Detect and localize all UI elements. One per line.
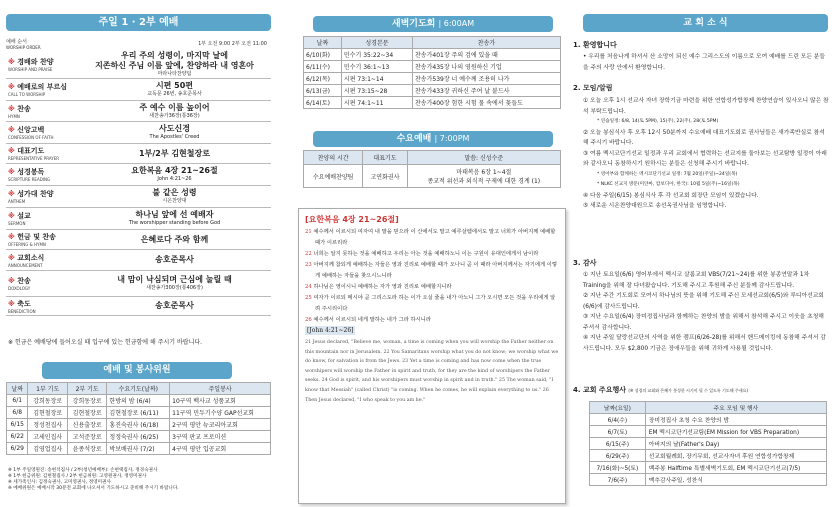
note-line: ※ 1부 헌금위원: 김현철집사 / 2부 헌금위원: 고영원권사, 정영미권사 bbox=[8, 474, 147, 479]
table-header: 찬송가 bbox=[413, 37, 561, 49]
table-header: 날짜 bbox=[304, 37, 342, 49]
table-cell: 강희동장로 bbox=[28, 395, 67, 407]
order-content bbox=[78, 255, 271, 265]
table-cell: 찬송가400장 험한 시험 물 속에서 꽃들도 bbox=[413, 97, 561, 109]
order-sub: 마라나타찬양팀 bbox=[157, 71, 192, 77]
section-events bbox=[573, 385, 748, 395]
table-cell: 고세인집사 bbox=[28, 431, 67, 443]
table-row bbox=[590, 462, 827, 474]
table-cell: 민수기 35:22~34 bbox=[341, 49, 412, 61]
table-row bbox=[304, 73, 561, 85]
order-main-line: 요한복음 4장 21~26절 bbox=[131, 166, 218, 175]
cell-line: 마태복음 6장 1~4절 bbox=[456, 169, 512, 176]
order-label-en: BENEDICTION bbox=[8, 308, 36, 314]
table-cell: 김영업집사 bbox=[28, 443, 67, 455]
order-label: ※ 교회소식 ANNOUNCEMENT bbox=[6, 253, 78, 268]
verse bbox=[305, 282, 559, 293]
service-times: 1부 오전 9:00 2부 오전 11:00 bbox=[198, 41, 267, 47]
order-mark: ※ bbox=[8, 83, 18, 91]
order-main-line: 불 같은 성령 bbox=[152, 188, 197, 197]
events-heading: 4. 교회 주요행사 bbox=[573, 386, 626, 394]
table-cell: 맥추감사주일, 성찬식 bbox=[645, 474, 826, 486]
table-cell: 6/13(금) bbox=[304, 85, 342, 97]
offering-note: ※ 헌금은 예배당에 들어오실 때 입구에 있는 헌금함에 해 주시기 바랍니다. bbox=[8, 339, 203, 346]
order-content bbox=[78, 103, 271, 120]
order-label: ※ 예배로의 부르심 CALL TO WORSHIP bbox=[6, 82, 78, 97]
cell-line: 종교적 위선과 외식적 구제에 대한 경계 (1) bbox=[427, 178, 541, 185]
note-line: ※ 1부 주일영원진: 송현석집사 / 2부(청년예배부): 손현택집사, 정경숙권사 bbox=[8, 468, 158, 473]
order-label: ※ 대표기도 REPRESENTATIVE PRAYER bbox=[6, 146, 78, 161]
announcement-item: ① 오늘 오후 1시 선교사 자녀 장학기금 마련을 위한 연합성가합창제 찬양연습이 있사오니 많은 참석 부탁드립니다. bbox=[583, 98, 829, 115]
order-label-en: OFFERING & HYMN bbox=[8, 242, 46, 247]
cell-line: 수요예배찬양팀 bbox=[312, 173, 354, 181]
passage-title: [요한복음 4장 21~26절] bbox=[305, 215, 399, 224]
announcement-item: * 영어부와 함께하는 멕시코단기선교 일정: 7월 20일(주일)~24일(목) bbox=[597, 171, 738, 177]
order-content bbox=[78, 51, 271, 78]
table-cell: 정정숙권사 (6/25) bbox=[107, 431, 170, 443]
committee-notes bbox=[8, 468, 179, 492]
table-cell: 6/7(토) bbox=[590, 426, 646, 438]
table-header: 말씀: 신성수준 bbox=[407, 151, 560, 165]
verse bbox=[305, 293, 559, 315]
wed-title-text: 수요예배 bbox=[396, 134, 432, 144]
announcement-item: * 연습일정: 6/8, 14(토 5PM), 15(주), 22(주), 28(토 5PM) bbox=[597, 119, 719, 124]
table-cell: 2구역 평안 뉴코리아교회 bbox=[170, 419, 271, 431]
order-content bbox=[78, 81, 271, 98]
table-cell: 6/29(주) bbox=[590, 450, 646, 462]
order-mark: ※ bbox=[8, 233, 18, 241]
order-row bbox=[6, 208, 271, 230]
table-header: 찬양의 시간 bbox=[304, 151, 363, 165]
order-header bbox=[6, 38, 271, 50]
table-row bbox=[590, 414, 827, 426]
table-row bbox=[304, 49, 561, 61]
order-row bbox=[6, 230, 271, 250]
welcome-text: • 우리를 처음나게 하셔서 산 소망이 되신 예수 그리스도의 이름으로 모여 예배를 드린 모든 분들을 주의 사랑 안에서 환영합니다. bbox=[583, 54, 826, 71]
order-main-line: 송호준목사 bbox=[155, 255, 194, 264]
table-cell: 찬송가539장 너 예수께 조용히 나가 bbox=[413, 73, 561, 85]
table-cell: 6/15 bbox=[7, 419, 28, 431]
verse-number: 23 bbox=[305, 262, 314, 268]
verse bbox=[305, 227, 559, 249]
order-mark: ※ bbox=[8, 58, 18, 66]
events-table bbox=[589, 401, 827, 486]
table-cell: 김현철장로 bbox=[28, 407, 67, 419]
order-label: ※ 성경봉독 SCRIPTURE READING bbox=[6, 167, 78, 182]
announcement-item: ③ 여름 멕시코단기선교 일정과 우리 교회에서 협력하는 선교지를 둘아보는 선교탐방 일정이 아래와 같사오니 동참하시기 원하시는 분들은 신청해 주시기 바랍니다. bbox=[583, 150, 827, 167]
order-content bbox=[78, 188, 271, 205]
announcement-list bbox=[583, 96, 829, 212]
table-header: 날짜 bbox=[7, 383, 28, 395]
table-cell bbox=[304, 165, 363, 188]
order-label-en: CONFESSION OF FAITH bbox=[8, 135, 54, 140]
table-cell: 4구역 평안 입공교회 bbox=[170, 443, 271, 455]
table-row bbox=[304, 85, 561, 97]
verse bbox=[305, 249, 559, 260]
table-cell: 신용출장로 bbox=[67, 419, 106, 431]
table-cell: 아버지의 날(Father's Day) bbox=[645, 438, 826, 450]
table-header: 대표기도 bbox=[363, 151, 407, 165]
order-label-en: ANNOUNCEMENT bbox=[8, 262, 43, 268]
table-header: 수요기도(날짜) bbox=[107, 383, 170, 395]
thanks-item: ③ 지난 수요일(6/4) 장미정집사님과 함께하는 찬양의 밤을 위해서 참석해 주시고 이웃을 초청해 주셔서 감사합니다. bbox=[583, 314, 824, 331]
verse-text: 여자가 이르되 메시야 곧 그리스도라 하는 이가 오실 줄을 내가 아노니 그가 오시면 모든 것을 우리에게 알려 주시리이다 bbox=[313, 295, 556, 312]
dawn-prayer-table bbox=[303, 36, 561, 109]
table-cell bbox=[407, 165, 560, 188]
order-main-line: 은혜로다 주와 함께 bbox=[140, 234, 209, 244]
order-content bbox=[78, 210, 271, 227]
worship-order-list bbox=[6, 51, 271, 316]
table-cell: 6/11(수) bbox=[304, 61, 342, 73]
section-announcements: 2. 모임/알림 bbox=[573, 84, 613, 92]
table-cell: 선교회월례회, 장기무회, 선교사자녀 후원 연합성가합창제 bbox=[645, 450, 826, 462]
table-cell: 찬송가435장 나의 영원하신 기업 bbox=[413, 61, 561, 73]
announcement-item: ⑤ 새로운 시온찬양대원으로 송선옥권사님을 임명합니다. bbox=[583, 203, 727, 209]
order-label: ※ 경배와 찬양 WORSHIP AND PRAISE bbox=[6, 57, 78, 72]
table-cell: 찬송가433장 귀하신 주여 날 붙드사 bbox=[413, 85, 561, 97]
order-sub: 교독문 26번, 송호준목사 bbox=[147, 91, 202, 97]
sunday-service-title: 주일 1 · 2부 예배 bbox=[6, 14, 271, 31]
order-row bbox=[6, 271, 271, 297]
order-content bbox=[78, 301, 271, 311]
table-cell: 시편 73:15~28 bbox=[341, 85, 412, 97]
table-cell: 6/22 bbox=[7, 431, 28, 443]
order-sub: 새찬송가36장(통36장) bbox=[149, 112, 200, 119]
verse-number: 21 bbox=[305, 229, 314, 235]
order-main-line: 지존하신 주님 이름 앞에, 찬양하라 내 영혼아 bbox=[95, 61, 254, 70]
table-cell: 박보배권사 (7/2) bbox=[107, 443, 170, 455]
dawn-prayer-title bbox=[313, 16, 553, 32]
table-row bbox=[7, 407, 271, 419]
table-row bbox=[304, 97, 561, 109]
table-cell: EM 멕시코단기선교팀(EM Mission for VBS Preparation) bbox=[645, 426, 826, 438]
table-header: 주요 모임 및 행사 bbox=[645, 402, 826, 414]
order-label: ※ 신앙고백 CONFESSION OF FAITH bbox=[6, 125, 78, 140]
table-cell: 6/14(토) bbox=[304, 97, 342, 109]
section-thanks: 3. 감사 bbox=[573, 259, 597, 267]
order-label: ※ 성가대 찬양 ANTHEM bbox=[6, 189, 78, 204]
table-cell: 윤종석장로 bbox=[67, 443, 106, 455]
table-cell: 고석준장로 bbox=[67, 431, 106, 443]
table-cell: 찬송가401장 주의 검에 있을 때 bbox=[413, 49, 561, 61]
table-cell: 7/6(주) bbox=[590, 474, 646, 486]
order-label-en: DOXOLOGY bbox=[8, 286, 31, 291]
order-label: ※ 헌금 및 찬송 OFFERING & HYMN bbox=[6, 232, 78, 247]
table-cell: 시편 74:1~11 bbox=[341, 97, 412, 109]
order-label-en: HYMN bbox=[8, 113, 20, 119]
order-mark: ※ bbox=[8, 277, 18, 285]
dawn-time: | 6:00AM bbox=[438, 19, 475, 28]
order-row bbox=[6, 79, 271, 101]
order-mark: ※ bbox=[8, 147, 18, 155]
order-row bbox=[6, 297, 271, 316]
table-cell: 7/16(화)~5(토) bbox=[590, 462, 646, 474]
verse-text: 아버지께 참되게 예배하는 자들은 영과 진리로 예배할 때가 오나니 곧 이 때라 아버지께서는 자기에게 이렇게 예배하는 자들을 찾으시느니라 bbox=[313, 262, 558, 279]
thanks-item: ④ 지난 주일 달랑선교단의 사역을 위한 캠프(6/26-28)를 위해서 핸드메이킹에 동참해 주셔서 감사드립니다. 모두 $2,800 기금은 장애우들을 위해 귀하게 사용될 것입니다. bbox=[583, 335, 826, 352]
order-row bbox=[6, 101, 271, 122]
table-cell: 6/12(목) bbox=[304, 73, 342, 85]
table-cell: 홍진숙권사 (6/18) bbox=[107, 419, 170, 431]
order-content bbox=[78, 235, 271, 245]
order-content bbox=[78, 275, 271, 292]
table-header: 주일봉사 bbox=[170, 383, 271, 395]
table-row bbox=[7, 431, 271, 443]
events-note: (※ 성경의 교회와 은혜가 풍성한 시기이 될 수 있도록 기도해 주세요) bbox=[628, 388, 749, 393]
thanks-item: ② 지난 주간 기도회로 모여서 하나님의 뜻을 위해 기도해 주신 모세선교회(6/5)와 루디아선교회(6/6)에 감사드립니다. bbox=[583, 293, 824, 310]
service-committee-title: 예배 및 봉사위원 bbox=[42, 362, 232, 379]
order-main-line: 내 맘이 낙심되며 근심에 눌릴 때 bbox=[117, 275, 232, 284]
table-cell: 정성천집사 bbox=[28, 419, 67, 431]
english-reference: [John 4:21~26] bbox=[307, 327, 354, 334]
order-row bbox=[6, 250, 271, 271]
order-label: ※ 설교 SERMON bbox=[6, 211, 78, 226]
section-welcome: 1. 환영합니다 bbox=[573, 41, 617, 49]
order-label: 예배 순서 bbox=[6, 39, 27, 45]
announcement-item: ② 오늘 봉심식사 후 오후 12시 50분까지 수요예배 대표기도회로 권사님들은 새가족반실로 참석해 주시기 바랍니다. bbox=[583, 129, 825, 146]
verse-text: 예수께서 이르시되 여자여 내 말을 믿으라 이 산에서도 말고 예루살렘에서도 말고 너희가 아버지께 예배할 때가 이르리라 bbox=[313, 229, 556, 246]
table-cell: 6/8 bbox=[7, 407, 28, 419]
order-label-en: WORSHIP ORDER bbox=[6, 45, 41, 50]
wed-time: | 7:00PM bbox=[434, 134, 470, 143]
order-main-line: 시편 50편 bbox=[155, 81, 194, 90]
church-news-title: 교 회 소 식 bbox=[583, 14, 828, 32]
order-row bbox=[6, 122, 271, 144]
cell-line: 고연화권사 bbox=[370, 173, 400, 181]
table-row bbox=[590, 474, 827, 486]
table-cell: 10구역 백사교 성품교회 bbox=[170, 395, 271, 407]
order-mark: ※ bbox=[8, 126, 18, 134]
table-cell: 6/15(주) bbox=[590, 438, 646, 450]
table-row bbox=[590, 450, 827, 462]
order-label-en: REPRESENTATIVE PRAYER bbox=[8, 156, 60, 161]
order-label-en: SCRIPTURE READING bbox=[8, 177, 51, 182]
order-label: ※ 찬송 HYMN bbox=[6, 104, 78, 119]
wednesday-service-title bbox=[313, 131, 553, 147]
verse-text: 예수께서 이르시되 네게 말하는 내가 그라 하시니라 bbox=[313, 317, 431, 323]
order-sub: The Apostles' Creed bbox=[149, 134, 200, 140]
order-sub: 시온찬양대 bbox=[162, 198, 187, 204]
scripture-box bbox=[298, 208, 566, 504]
order-label-en: WORSHIP AND PRAISE bbox=[8, 67, 53, 72]
order-mark: ※ bbox=[8, 190, 18, 198]
table-header: 날짜(요일) bbox=[590, 402, 646, 414]
table-cell: 강희동장로 bbox=[67, 395, 106, 407]
verse-number: 22 bbox=[305, 251, 314, 257]
table-cell: 시편 73:1~14 bbox=[341, 73, 412, 85]
table-cell: 한방의 밤 (6/4) bbox=[107, 395, 170, 407]
verse-text: 하나님은 영이시니 예배하는 자가 영과 진리로 예배할지니라 bbox=[313, 284, 452, 290]
table-cell: 6/4(수) bbox=[590, 414, 646, 426]
table-row bbox=[7, 443, 271, 455]
dawn-title-text: 새벽기도회 bbox=[391, 19, 436, 29]
verse-text: 너희는 알지 못하는 것을 예배하고 우리는 아는 것을 예배하노니 이는 구원이 유대인에게서 남이라 bbox=[313, 251, 539, 257]
order-mark: ※ bbox=[8, 104, 18, 113]
table-header: 성경본문 bbox=[341, 37, 412, 49]
announcement-item: * NLKC 선교지 방문(미얀마, 캄보디아, 한국): 10월 5일(주)~16일(목) bbox=[597, 182, 740, 187]
service-committee-table bbox=[6, 382, 271, 455]
table-cell: 6/1 bbox=[7, 395, 28, 407]
order-mark: ※ bbox=[8, 253, 18, 262]
order-content bbox=[78, 166, 271, 183]
verse-number: 25 bbox=[305, 295, 314, 301]
table-header: 2부 기도 bbox=[67, 383, 106, 395]
table-cell: 6/10(화) bbox=[304, 49, 342, 61]
order-main-line: 사도신경 bbox=[159, 124, 190, 133]
table-cell: 장미정집사 초청 수요 찬양의 밤 bbox=[645, 414, 826, 426]
order-label-en: CALL TO WORSHIP bbox=[8, 92, 46, 97]
order-mark: ※ bbox=[8, 168, 18, 176]
verse bbox=[305, 260, 559, 282]
order-mark: ※ bbox=[8, 212, 18, 220]
table-cell: 김현철장로 (6/11) bbox=[107, 407, 170, 419]
table-cell: 3구역 판교 프로미션 bbox=[170, 431, 271, 443]
verse-list bbox=[305, 227, 559, 326]
order-main-line: 하나님 앞에 선 예배자 bbox=[135, 210, 214, 219]
order-main-line: 송호준목사 bbox=[155, 301, 194, 310]
verse-number: 26 bbox=[305, 317, 314, 323]
verse bbox=[305, 315, 559, 326]
order-content bbox=[78, 124, 271, 141]
table-header: 1부 기도 bbox=[28, 383, 67, 395]
table-row bbox=[7, 419, 271, 431]
order-main-line: 우리 주의 성령이, 마지막 날에 bbox=[121, 51, 228, 60]
order-main-line: 주 예수 이름 높이어 bbox=[139, 102, 210, 112]
english-passage: 21 Jesus declared, "Believe me, woman, a time is coming when you will worship the Father neither on this mountain nor in Jerusalem. 22 You Samaritans worship what you do not know; we worship what we do know, for salvation is from the Jews. 23 Yet a time is coming and has now come when the true worshipers will worship the Father in spirit and truth, for they are the kind of worshipers the Father seeks. 24 God is spirit, and his worshipers must worship in spirit and in truth." 25 The woman said, "I know that Messiah" (called Christ) "is coming. When he comes, he will explain everything to us." 26 Then Jesus declared, "I who speak to you am he." bbox=[305, 340, 559, 403]
table-row bbox=[7, 395, 271, 407]
order-sub: John 4:21~26 bbox=[157, 176, 192, 182]
order-label: ※ 축도 BENEDICTION bbox=[6, 299, 78, 314]
table-row bbox=[590, 426, 827, 438]
table-cell bbox=[363, 165, 407, 188]
thanks-item: ① 지난 토요일(6/6) 영어부에서 멕시코 살롬교회 VBS(7/21~24)를 위한 봉종연말과 1차 Training을 위해 잘 다녀왔습니다. 기도해 주시고 후원해 주신 분들께 감사드립니다. bbox=[583, 272, 810, 289]
thanks-list bbox=[583, 270, 829, 354]
order-row bbox=[6, 164, 271, 186]
wednesday-service-table bbox=[303, 150, 561, 188]
table-cell: 백주봉 Halftime 특별새벽기도회, EM 멕시코단기선교(7/5) bbox=[645, 462, 826, 474]
order-content bbox=[78, 149, 271, 159]
note-line: ※ 예배위원은 예배시작 30분전 교회에 나오셔서 기도하시고 준비해 주시기 바랍니다. bbox=[8, 486, 179, 491]
table-cell: 6/29 bbox=[7, 443, 28, 455]
announcement-item: ④ 다음 주일(6/15) 봉심식사 후 각 선교회 회장단 모임이 있겠습니다. bbox=[583, 192, 759, 199]
order-row bbox=[6, 51, 271, 79]
table-cell: 11구역 민두기수양 GAP선교회 bbox=[170, 407, 271, 419]
order-sub: The worshipper standing before God bbox=[128, 220, 221, 226]
order-row bbox=[6, 186, 271, 208]
table-row bbox=[304, 61, 561, 73]
order-row bbox=[6, 144, 271, 164]
verse-number: 24 bbox=[305, 284, 314, 290]
table-cell: 김현철장로 bbox=[67, 407, 106, 419]
table-row bbox=[590, 438, 827, 450]
order-sub: 새찬송가300장(통406장) bbox=[146, 285, 203, 291]
order-mark: ※ bbox=[8, 299, 18, 308]
order-label-en: ANTHEM bbox=[8, 199, 26, 204]
table-cell: 민수기 36:1~13 bbox=[341, 61, 412, 73]
order-label: ※ 찬송 DOXOLOGY bbox=[6, 276, 78, 291]
order-label-en: SERMON bbox=[8, 221, 26, 226]
note-line: ※ 세가족인사: 김정숙권사, 고미영권사, 정영미권사 bbox=[8, 480, 111, 485]
order-main-line: 1부/2부 김현철장로 bbox=[139, 148, 210, 158]
